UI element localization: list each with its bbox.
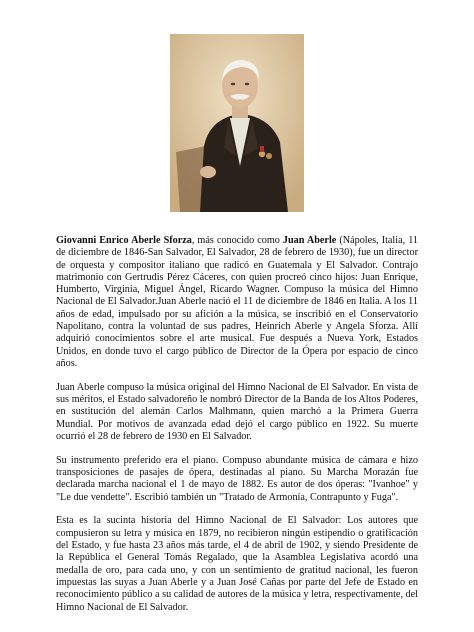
paragraph-anthem: Juan Aberle compuso la música original del Himno Nacional de El Salvador. En vista de sus méritos, el Estado salvadoreño le nombró Director de la Banda de los Altos Poderes, en sustitución del alemán Carlos Malhmann, quien marchó a la Primera Guerra Mundial. Por motivos de avanzada edad dejó el cargo público en 1922. Su muerte ocurrió el 28 de febrero de 1930 en El Salvador. [56, 381, 418, 442]
intro-text-a: , más conocido como [191, 235, 283, 246]
biography-text [56, 235, 418, 625]
intro-text-b: (Nápoles, Italia, 11 de diciembre de 1846-San Salvador, El Salvador, 28 de febrero de 1930), fue un director de orquesta y compositor italiano que radicó en Guatemala y El Salvador. Contrajo matrimonio con Gertrudis Pérez Cáceres, con quien procreó cinco hijos: Juan Enrique, Humberto, Virginia, Miguel Ángel, Ricardo Wagner. Compuso la música del Himno Nacional de El Salvador.Juan Aberle nació el 11 de diciembre de 1846 en Italia. A los 11 años de edad, impulsado por su afición a la música, se inscribió en el Conservatorio Napolitano, contra la voluntad de sus padres, Heinrich Aberle y Angela Sforza. Allí adquirió conocimientos sobre el arte musical. Fue después a Nueva York, Estados Unidos, en donde tuvo el cargo público de Director de la Ópera por espacio de cinco años. [56, 235, 418, 369]
paragraph-instrument: Su instrumento preferido era el piano. Compuso abundante música de cámara e hizo transposiciones de pasajes de ópera, destinadas al piano. Su Marcha Morazán fue declarada marcha nacional el 1 de mayo de 1882. Es autor de dos óperas: "Ivanhoe" y "Le due vendette". Escribió también un "Tratado de Armonía, Contrapunto y Fuga". [56, 454, 418, 503]
alias-name: Juan Aberle [282, 235, 337, 246]
portrait-photo [170, 34, 304, 212]
paragraph-history: Esta es la sucinta historia del Himno Nacional de El Salvador: Los autores que compusieron su letra y música en 1879, no recibieron ningún estipendio o gratificación del Estado, y fue hasta 23 años más tarde, el 4 de abril de 1902, y siendo Presidente de la República el General Tomás Regalado, que la Asamblea Legislativa acordó una medalla de oro, para cada uno, y con un sentimiento de gratitud nacional, les fueron impuestas las suyas a Juan Aberle y a Juan José Cañas por parte del Jefe de Estado en reconocimiento público a su calidad de autores de la música y letra, respectivamente, del Himno Nacional de El Salvador. [56, 515, 418, 613]
paragraph-intro [56, 235, 418, 370]
portrait-illustration [170, 34, 304, 212]
full-name: Giovanni Enrico Aberle Sforza [56, 235, 192, 246]
